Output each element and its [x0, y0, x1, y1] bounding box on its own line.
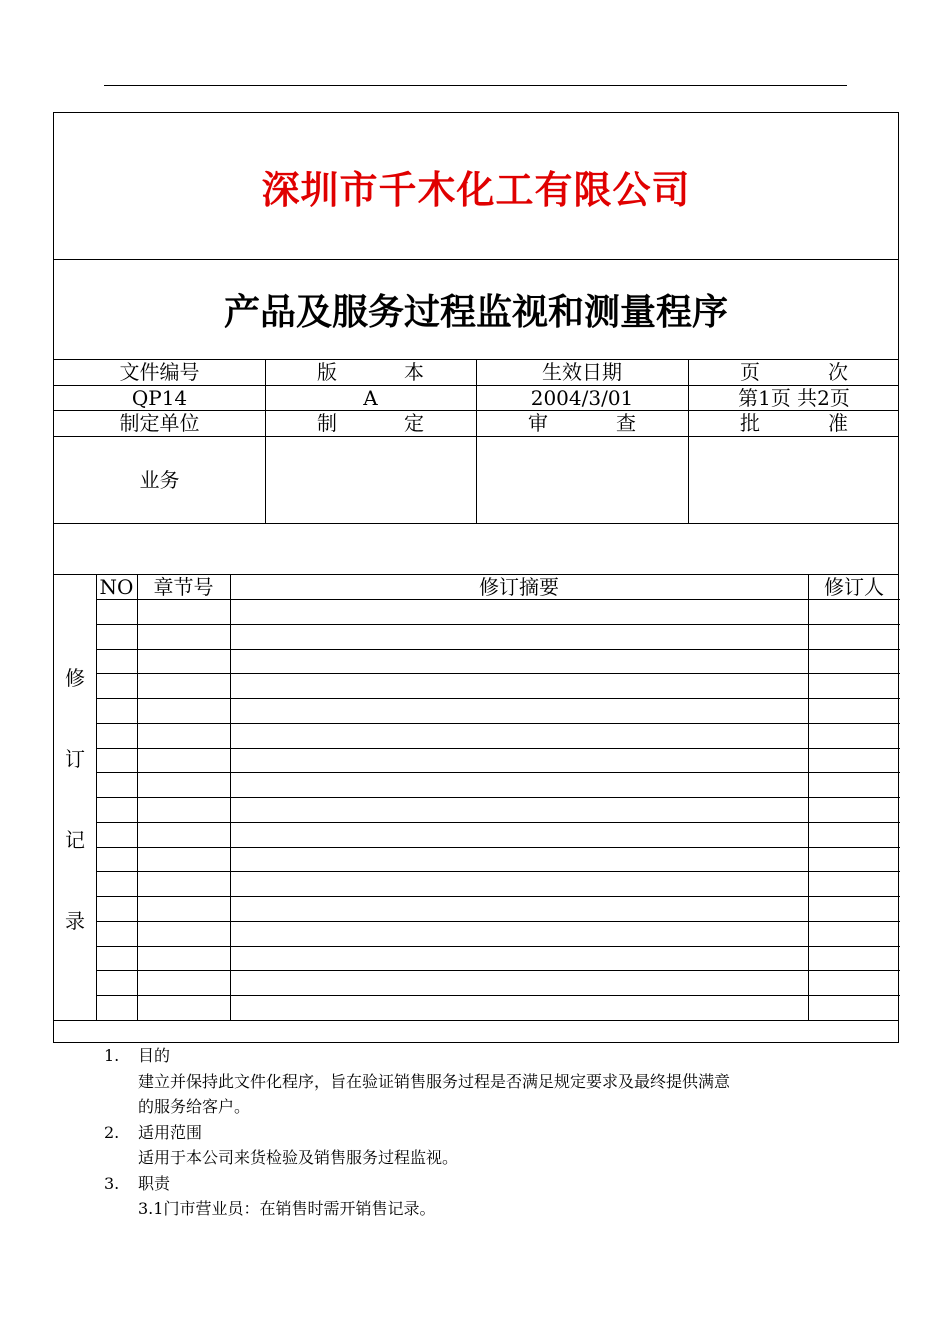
- revision-row-line: [96, 748, 900, 749]
- prepared-signature-cell: [265, 436, 476, 523]
- page-header: 页 次: [740, 360, 848, 384]
- revision-row-line: [96, 871, 900, 872]
- col-chapter-header: 章节号: [153, 574, 214, 599]
- unit-value: 业务: [139, 467, 180, 492]
- revision-row-line: [96, 946, 900, 947]
- approve-signature-cell: [688, 436, 900, 523]
- revision-row-line: [96, 847, 900, 848]
- unit-header: 制定单位: [119, 411, 200, 435]
- document-title: 产品及服务过程监视和测量程序: [223, 290, 728, 333]
- revision-row-line: [96, 970, 900, 971]
- paragraph: 的服务给客户。: [138, 1097, 251, 1116]
- effective-date-value: 2004/3/01: [530, 385, 634, 410]
- divider: [54, 1020, 898, 1021]
- col-no-header: NO: [99, 574, 134, 599]
- paragraph: 适用于本公司来货检验及销售服务过程监视。: [138, 1148, 459, 1167]
- section-heading: 2. 适用范围: [104, 1122, 203, 1142]
- revision-row-line: [96, 624, 900, 625]
- file-number-header: 文件编号: [119, 360, 200, 384]
- header-rule: [104, 85, 847, 86]
- revision-row-line: [96, 797, 900, 798]
- version-header: 版 本: [317, 360, 424, 384]
- revision-row-line: [96, 698, 900, 699]
- review-header: 审 查: [528, 411, 636, 435]
- revision-row-line: [96, 772, 900, 773]
- revision-row-line: [96, 995, 900, 996]
- procedure-text: [104, 1043, 864, 1222]
- company-name: 深圳市千木化工有限公司: [261, 166, 691, 212]
- divider: [54, 523, 898, 524]
- revision-row-line: [96, 673, 900, 674]
- col-summary-header: 修订摘要: [479, 574, 559, 599]
- revision-row-line: [96, 896, 900, 897]
- paragraph: 3.1门市营业员：在销售时需开销售记录。: [138, 1199, 436, 1218]
- revision-record-label: 修 订 记 录: [65, 665, 85, 933]
- revision-row-line: [96, 599, 900, 600]
- effective-date-header: 生效日期: [542, 360, 622, 384]
- revision-row-line: [96, 921, 900, 922]
- version-value: A: [363, 385, 378, 410]
- review-signature-cell: [476, 436, 688, 523]
- revision-row-line: [96, 723, 900, 724]
- section-heading: 1. 目的: [104, 1046, 171, 1065]
- document-form: [53, 112, 899, 1043]
- prepared-header: 制 定: [317, 411, 424, 435]
- file-number-value: QP14: [131, 385, 188, 410]
- section-heading: 3. 职责: [104, 1173, 171, 1193]
- col-reviser-header: 修订人: [824, 574, 884, 599]
- revision-row-line: [96, 822, 900, 823]
- paragraph: 建立并保持此文件化程序，旨在验证销售服务过程是否满足规定要求及最终提供满意: [138, 1071, 731, 1091]
- revision-row-line: [96, 649, 900, 650]
- approve-header: 批 准: [740, 411, 848, 435]
- page-value: 第1页 共2页: [738, 385, 850, 410]
